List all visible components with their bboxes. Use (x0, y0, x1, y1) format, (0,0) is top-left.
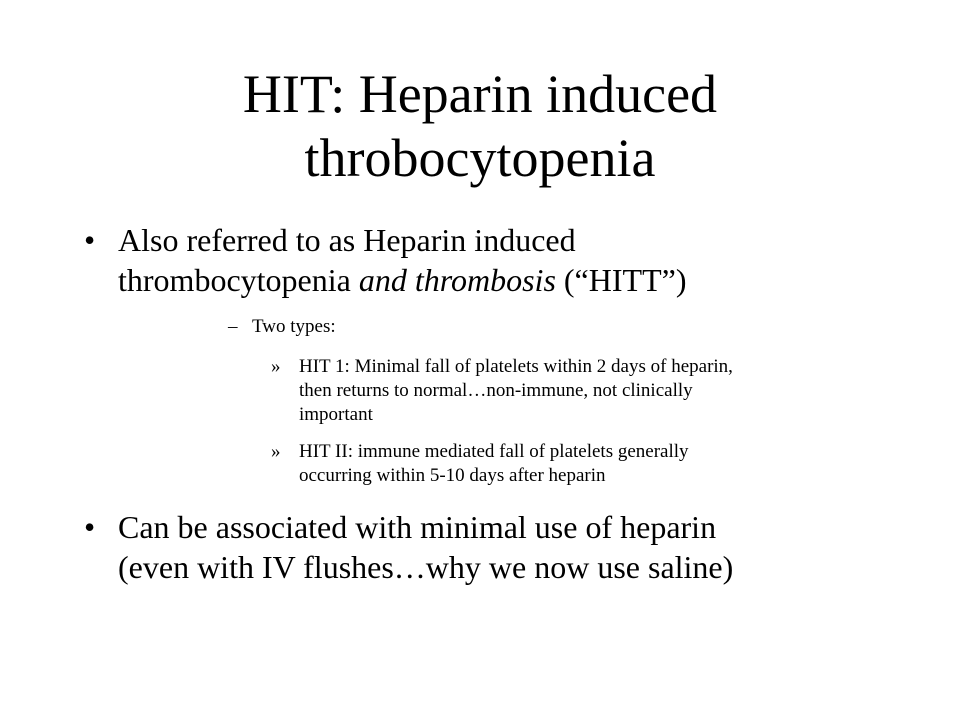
bullet-text (118, 507, 884, 587)
subsubbullet-hit-2 (271, 440, 831, 488)
bullet-marker: • (84, 222, 96, 258)
bullet-line-2-text: thrombocytopenia (118, 262, 359, 298)
bullet-line-2-italic: and thrombosis (358, 262, 556, 298)
bullet-line-2: (even with IV flushes…why we now use saline) (118, 549, 734, 585)
subsubbullet-line-1: HIT II: immune mediated fall of platelets generally (299, 441, 689, 462)
bullet-minimal-heparin (84, 507, 884, 587)
bullet-line-2 (118, 260, 884, 300)
bullet-hitt-alias (84, 220, 884, 300)
subbullet-marker: – (228, 316, 238, 337)
slide-title (120, 62, 840, 190)
subsubbullet-marker: » (271, 441, 281, 462)
bullet-line-1: Also referred to as Heparin induced (118, 222, 576, 258)
bullet-line-2-suffix: (“HITT”) (555, 262, 687, 298)
subsubbullet-text (299, 355, 831, 427)
bullet-text (118, 220, 884, 300)
title-line-1: HIT: Heparin induced (242, 64, 718, 124)
subsubbullet-text (299, 440, 831, 488)
bullet-marker: • (84, 509, 96, 545)
subsubbullet-line-1: HIT 1: Minimal fall of platelets within 2 days of heparin, (299, 356, 733, 377)
title-line-2: throbocytopenia (304, 128, 656, 188)
subsubbullet-hit-1 (271, 355, 831, 427)
subbullet-two-types (228, 315, 828, 339)
bullet-line-1: Can be associated with minimal use of heparin (118, 509, 717, 545)
subbullet-text (252, 315, 828, 339)
subsubbullet-line-2: then returns to normal…non-immune, not clinically (299, 380, 693, 401)
subbullet-line-1: Two types: (252, 316, 336, 337)
subsubbullet-marker: » (271, 356, 281, 377)
subsubbullet-line-2: occurring within 5-10 days after heparin (299, 465, 606, 486)
subsubbullet-line-3: important (299, 404, 373, 425)
